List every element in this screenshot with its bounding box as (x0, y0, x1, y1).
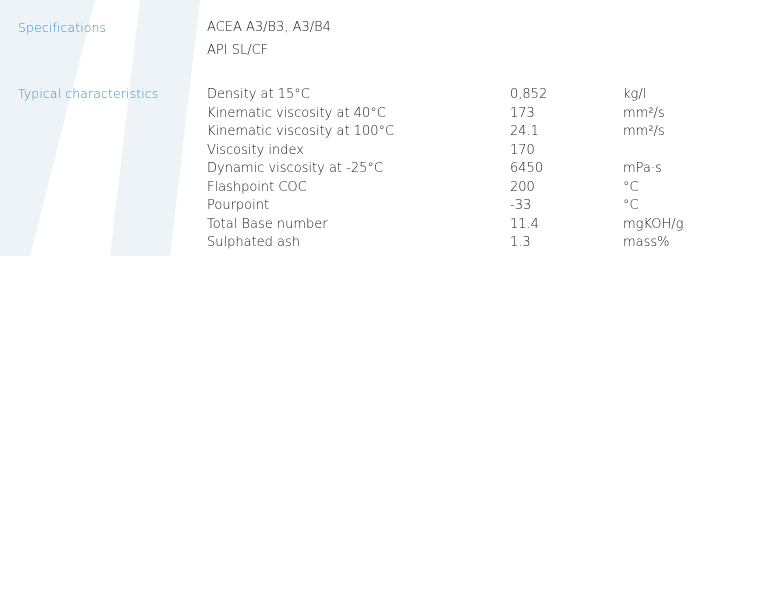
table-row (207, 160, 727, 179)
characteristic-unit: °C (623, 179, 639, 195)
characteristic-name: Sulphated ash (207, 235, 301, 250)
table-row (207, 142, 727, 161)
specification-line: ACEA A3/B3, A3/B4 (207, 20, 331, 35)
characteristic-unit: mass% (623, 235, 670, 250)
datasheet-fragment (0, 0, 760, 256)
table-row (207, 216, 727, 235)
characteristic-name: Dynamic viscosity at -25°C (207, 161, 383, 176)
blank-page-area (0, 256, 760, 600)
stripe-right (110, 0, 200, 256)
characteristic-name: Pourpoint (207, 198, 270, 213)
characteristic-unit: °C (623, 198, 639, 213)
typical-characteristics-label: Typical characteristics (18, 86, 159, 101)
specification-line: API SL/CF (207, 43, 269, 58)
table-row (207, 234, 727, 253)
characteristic-name: Total Base number (207, 216, 328, 232)
specifications-label: Specifications (18, 20, 107, 35)
table-row (207, 105, 727, 124)
characteristic-name: Density at 15°C (207, 87, 310, 102)
characteristic-unit: mm²/s (623, 105, 665, 121)
characteristic-value: 1.3 (510, 235, 531, 250)
characteristic-unit: mm²/s (623, 124, 665, 139)
characteristic-value: 0,852 (510, 87, 548, 102)
table-row (207, 86, 727, 105)
characteristic-unit: mgKOH/g (623, 216, 684, 232)
table-row (207, 123, 727, 142)
characteristic-name: Kinematic viscosity at 100°C (207, 124, 395, 139)
characteristic-name: Flashpoint COC (207, 179, 307, 195)
characteristic-unit: mPa·s (623, 161, 662, 176)
characteristic-name: Kinematic viscosity at 40°C (207, 105, 386, 121)
characteristic-value: 11.4 (510, 216, 539, 232)
characteristic-value: 200 (510, 179, 535, 195)
characteristics-table (207, 86, 727, 253)
characteristic-value: 6450 (510, 161, 544, 176)
characteristic-name: Viscosity index (207, 142, 304, 158)
characteristic-value: 170 (510, 142, 535, 158)
table-row (207, 197, 727, 216)
table-row (207, 179, 727, 198)
background-stripes-decoration (0, 0, 220, 256)
stripe-left (0, 0, 95, 256)
characteristic-value: 173 (510, 105, 535, 121)
characteristic-value: -33 (510, 198, 532, 213)
characteristic-unit: kg/l (623, 87, 647, 102)
characteristic-value: 24.1 (510, 124, 539, 139)
